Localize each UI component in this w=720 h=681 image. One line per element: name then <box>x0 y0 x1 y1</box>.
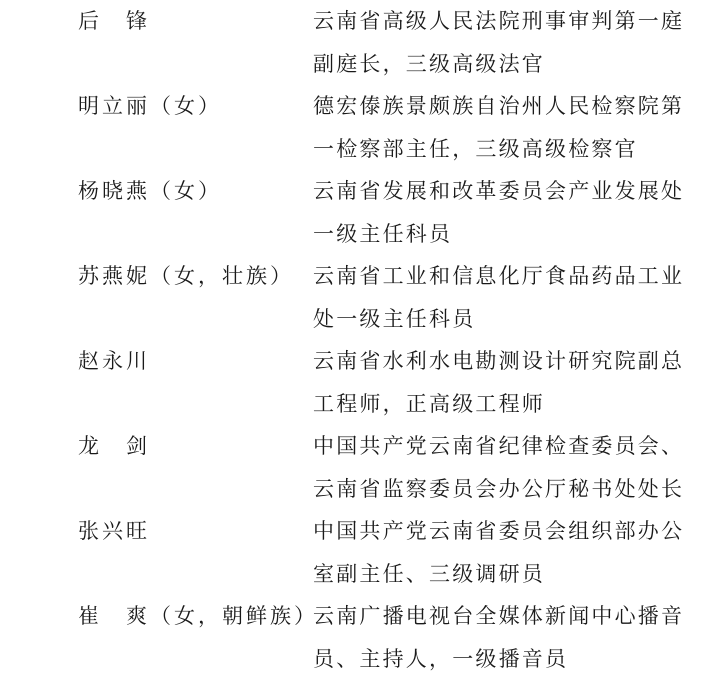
position-line: 一级主任科员 <box>313 221 453 246</box>
person-position <box>313 340 705 425</box>
position-line: 员、主持人，一级播音员 <box>313 646 569 671</box>
position-line: 中国共产党云南省委员会组织部办公 <box>313 519 685 543</box>
position-line: 云南省高级人民法院刑事审判第一庭 <box>313 9 685 33</box>
position-line: 云南省水利水电勘测设计研究院副总 <box>313 349 685 373</box>
position-line: 云南省监察委员会办公厅秘书处处长 <box>313 476 685 501</box>
position-line: 云南省工业和信息化厅食品药品工业 <box>313 264 685 288</box>
position-line: 云南广播电视台全媒体新闻中心播音 <box>313 604 685 628</box>
person-position <box>313 170 705 255</box>
person-position <box>313 0 705 85</box>
position-line: 室副主任、三级调研员 <box>313 561 545 586</box>
person-position <box>313 595 705 680</box>
position-line: 处一级主任科员 <box>313 306 476 331</box>
position-line: 中国共产党云南省纪律检查委员会、 <box>313 434 685 458</box>
person-name: 赵永川 <box>78 349 150 373</box>
person-name: 崔 爽（女，朝鲜族） <box>78 604 318 628</box>
person-name: 张兴旺 <box>78 519 150 543</box>
person-position <box>313 85 705 170</box>
position-line: 一检察部主任，三级高级检察官 <box>313 136 638 161</box>
person-name: 龙 剑 <box>78 434 150 458</box>
position-line: 副庭长，三级高级法官 <box>313 51 545 76</box>
person-name: 苏燕妮（女，壮族） <box>78 264 294 288</box>
position-line: 德宏傣族景颇族自治州人民检察院第 <box>313 94 685 118</box>
person-name: 杨晓燕（女） <box>78 179 222 203</box>
position-line: 云南省发展和改革委员会产业发展处 <box>313 179 685 203</box>
person-position <box>313 255 705 340</box>
person-name: 后 锋 <box>78 9 150 33</box>
person-position <box>313 425 705 510</box>
position-line: 工程师，正高级工程师 <box>313 391 545 416</box>
person-name: 明立丽（女） <box>78 94 222 118</box>
person-position <box>313 510 705 595</box>
